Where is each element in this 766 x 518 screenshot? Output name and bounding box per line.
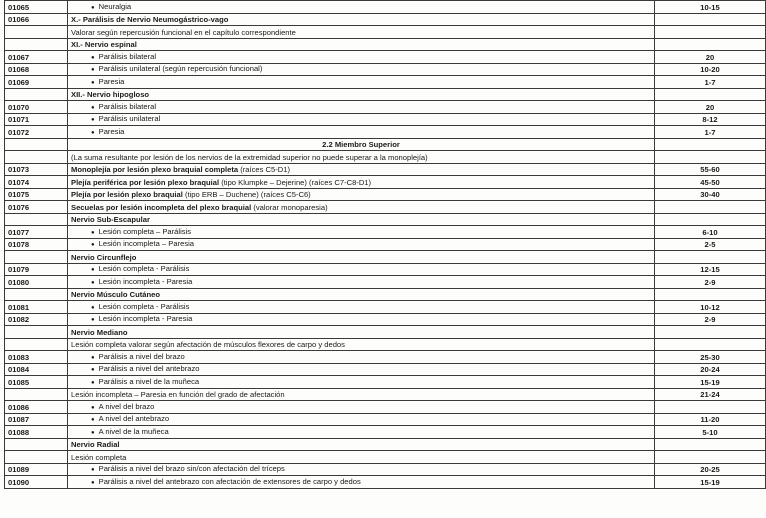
table-row — [5, 51, 766, 64]
table-row — [5, 276, 766, 289]
row-heading: XII.- Nervio hipogloso — [71, 90, 150, 99]
bullet-icon: ● — [91, 429, 95, 436]
row-note: Lesión incompleta – Paresia en función del grado de afectación — [71, 390, 285, 399]
bullet-icon: ● — [91, 229, 95, 236]
points-value: 21-24 — [700, 390, 720, 399]
row-text: A nivel del antebrazo — [98, 414, 170, 423]
table-row — [5, 13, 766, 26]
bullet-icon: ● — [91, 417, 95, 423]
table-row — [5, 438, 766, 451]
table-row — [5, 76, 766, 89]
row-description — [68, 1, 655, 14]
row-description — [68, 463, 655, 476]
row-description — [68, 401, 655, 414]
row-note: Lesión completa valorar según afectación de músculos flexores de carpo y dedos — [71, 340, 345, 349]
row-points — [655, 88, 766, 101]
row-code — [5, 213, 68, 226]
points-value: 10-15 — [700, 2, 720, 12]
row-code: 01066 — [5, 13, 68, 26]
row-points — [655, 63, 766, 76]
points-value: 20 — [705, 52, 715, 62]
points-value: 12-15 — [700, 265, 720, 274]
row-description — [68, 376, 655, 389]
row-description — [68, 388, 655, 401]
bullet-icon: ● — [91, 67, 95, 73]
points-value: 15-19 — [700, 477, 720, 487]
row-points — [655, 213, 766, 226]
row-text: Paresia — [98, 76, 125, 86]
bullet-icon: ● — [91, 79, 95, 86]
row-text: Parálisis a nivel del antebrazo con afectación de extensores de carpo y dedos — [98, 476, 361, 486]
row-code: 01082 — [5, 313, 68, 326]
table-row — [5, 401, 766, 414]
row-points — [655, 51, 766, 64]
row-code: 01069 — [5, 76, 68, 89]
row-heading: X.- Parálisis de Nervio Neumogástrico-vago — [71, 15, 229, 24]
row-description — [68, 226, 655, 239]
row-code: 01079 — [5, 263, 68, 276]
row-code: 01072 — [5, 126, 68, 139]
row-description — [68, 301, 655, 314]
table-row — [5, 338, 766, 351]
points-value: 11-20 — [700, 415, 720, 424]
table-row — [5, 238, 766, 251]
row-points — [655, 13, 766, 26]
row-code — [5, 88, 68, 101]
row-text: Lesión completa – Parálisis — [98, 226, 192, 236]
table-row — [5, 288, 766, 301]
row-text: Parálisis unilateral (según repercusión funcional) — [98, 64, 263, 73]
points-value: 5-10 — [702, 427, 718, 437]
row-code: 01074 — [5, 176, 68, 189]
points-value: 1-7 — [704, 77, 716, 87]
row-bold-text: Monoplejía por lesión plexo braquial completa — [71, 165, 239, 174]
bullet-icon: ● — [91, 104, 95, 111]
row-description — [68, 113, 655, 126]
row-code — [5, 251, 68, 264]
row-description — [68, 213, 655, 226]
row-description — [68, 326, 655, 339]
row-code: 01070 — [5, 101, 68, 114]
disability-rating-table — [4, 0, 766, 489]
points-value: 2-5 — [704, 240, 716, 249]
bullet-icon: ● — [91, 4, 95, 11]
points-value: 2-9 — [704, 315, 716, 324]
bullet-icon: ● — [91, 129, 95, 136]
row-code — [5, 451, 68, 464]
row-points — [655, 201, 766, 214]
row-code: 01089 — [5, 463, 68, 476]
row-text: A nivel de la muñeca — [98, 426, 169, 436]
row-text: Parálisis a nivel de la muñeca — [98, 376, 200, 386]
row-description — [68, 188, 655, 201]
row-text: Lesión incompleta - Paresia — [98, 314, 193, 323]
row-heading: Nervio Sub-Escapular — [71, 215, 150, 224]
bullet-icon: ● — [91, 379, 95, 386]
row-text: Lesión incompleta - Paresia — [98, 276, 193, 286]
row-description — [68, 238, 655, 251]
table-row — [5, 426, 766, 439]
row-text: Neuralgia — [98, 1, 132, 11]
row-heading: Nervio Mediano — [71, 327, 128, 337]
row-heading: Nervio Circunflejo — [71, 252, 137, 262]
row-code: 01067 — [5, 51, 68, 64]
row-code — [5, 438, 68, 451]
row-points — [655, 138, 766, 151]
table-row — [5, 388, 766, 401]
row-points — [655, 38, 766, 51]
row-note: Valorar según repercusión funcional en el capítulo correspondiente — [71, 27, 296, 37]
bullet-icon: ● — [91, 54, 95, 61]
table-row — [5, 263, 766, 276]
table-row — [5, 326, 766, 339]
row-points — [655, 1, 766, 14]
table-row — [5, 251, 766, 264]
points-value: 8-12 — [702, 115, 718, 124]
row-text: Lesión completa - Parálisis — [98, 301, 190, 311]
row-description — [68, 351, 655, 364]
table-row — [5, 451, 766, 464]
row-description — [68, 313, 655, 326]
row-points — [655, 276, 766, 289]
row-heading: XI.- Nervio espinal — [71, 40, 137, 49]
row-detail-text: (valorar monoparesia) — [251, 202, 328, 212]
row-points — [655, 338, 766, 351]
row-text: Paresia — [98, 126, 125, 136]
table-row — [5, 138, 766, 151]
bullet-icon: ● — [91, 117, 95, 123]
row-detail-text: (tipo Klumpke – Dejerine) (raíces C7-C8-D1) — [219, 177, 372, 187]
row-points — [655, 151, 766, 164]
table-row — [5, 301, 766, 314]
row-code: 01083 — [5, 351, 68, 364]
table-row — [5, 151, 766, 164]
points-value: 55-60 — [700, 165, 720, 174]
points-value: 20-25 — [700, 465, 720, 474]
row-points — [655, 113, 766, 126]
bullet-icon: ● — [91, 404, 95, 411]
table-row — [5, 88, 766, 101]
row-code — [5, 326, 68, 339]
row-points — [655, 376, 766, 389]
row-text: Lesión completa - Parálisis — [98, 264, 190, 273]
row-code: 01090 — [5, 476, 68, 489]
points-value: 45-50 — [700, 177, 720, 187]
points-value: 10-12 — [700, 302, 720, 312]
points-value: 2-9 — [704, 277, 716, 287]
row-description — [68, 176, 655, 189]
row-description — [68, 338, 655, 351]
row-points — [655, 388, 766, 401]
bullet-icon: ● — [91, 317, 95, 323]
row-description — [68, 76, 655, 89]
bullet-icon: ● — [91, 367, 95, 373]
row-description — [68, 476, 655, 489]
table-row — [5, 313, 766, 326]
points-value: 20 — [705, 102, 715, 112]
row-bold-text: Secuelas por lesión incompleta del plexo braquial — [71, 202, 252, 212]
row-description — [68, 88, 655, 101]
row-points — [655, 238, 766, 251]
table-row — [5, 213, 766, 226]
row-code — [5, 151, 68, 164]
row-bold-text: Plejía por lesión plexo braquial — [71, 190, 183, 199]
points-value: 25-30 — [700, 352, 720, 362]
row-points — [655, 351, 766, 364]
row-code — [5, 26, 68, 39]
table-row — [5, 363, 766, 376]
row-description — [68, 126, 655, 139]
bullet-icon: ● — [91, 279, 95, 286]
row-points — [655, 413, 766, 426]
row-code: 01087 — [5, 413, 68, 426]
row-description — [68, 201, 655, 214]
row-description — [68, 276, 655, 289]
row-code — [5, 338, 68, 351]
row-points — [655, 313, 766, 326]
row-points — [655, 176, 766, 189]
row-note: (La suma resultante por lesión de los nervios de la extremidad superior no puede superar a la monoplejía) — [71, 152, 428, 162]
row-points — [655, 163, 766, 176]
row-code — [5, 38, 68, 51]
row-description — [68, 101, 655, 114]
row-points — [655, 76, 766, 89]
row-text: Parálisis a nivel del brazo — [98, 351, 185, 361]
table-row — [5, 176, 766, 189]
row-code: 01077 — [5, 226, 68, 239]
row-code — [5, 288, 68, 301]
table-row — [5, 463, 766, 476]
table-row — [5, 226, 766, 239]
row-code: 01065 — [5, 1, 68, 14]
row-points — [655, 263, 766, 276]
table-row — [5, 126, 766, 139]
row-description — [68, 451, 655, 464]
row-text: Lesión incompleta – Paresia — [98, 239, 195, 248]
row-points — [655, 251, 766, 264]
table-body — [5, 1, 766, 489]
row-description — [68, 13, 655, 26]
row-description — [68, 263, 655, 276]
row-code — [5, 388, 68, 401]
row-points — [655, 301, 766, 314]
points-value: 10-20 — [700, 65, 720, 74]
row-text: Parálisis bilateral — [98, 101, 157, 111]
row-text: Parálisis unilateral — [98, 114, 161, 123]
row-points — [655, 401, 766, 414]
row-points — [655, 476, 766, 489]
row-points — [655, 438, 766, 451]
table-row — [5, 1, 766, 14]
row-description — [68, 363, 655, 376]
table-row — [5, 163, 766, 176]
row-note: Lesión completa — [71, 452, 127, 462]
row-description — [68, 138, 655, 151]
row-code: 01075 — [5, 188, 68, 201]
row-description — [68, 38, 655, 51]
row-description — [68, 251, 655, 264]
row-code: 01084 — [5, 363, 68, 376]
row-points — [655, 188, 766, 201]
points-value: 15-19 — [700, 377, 720, 387]
table-row — [5, 351, 766, 364]
row-points — [655, 463, 766, 476]
points-value: 6-10 — [702, 227, 718, 237]
row-points — [655, 451, 766, 464]
row-points — [655, 288, 766, 301]
row-code — [5, 138, 68, 151]
row-points — [655, 26, 766, 39]
row-description — [68, 163, 655, 176]
row-code: 01081 — [5, 301, 68, 314]
row-points — [655, 326, 766, 339]
row-code: 01076 — [5, 201, 68, 214]
row-points — [655, 126, 766, 139]
row-description — [68, 438, 655, 451]
table-row — [5, 63, 766, 76]
row-text: Parálisis a nivel del antebrazo — [98, 364, 200, 373]
bullet-icon: ● — [91, 467, 95, 473]
table-row — [5, 201, 766, 214]
table-row — [5, 188, 766, 201]
table-row — [5, 113, 766, 126]
row-text: Parálisis bilateral — [98, 51, 157, 61]
row-description — [68, 413, 655, 426]
table-row — [5, 376, 766, 389]
row-detail-text: (tipo ERB – Duchene) (raíces C5-C6) — [182, 190, 311, 199]
row-heading: Nervio Músculo Cutáneo — [71, 290, 161, 299]
row-code: 01071 — [5, 113, 68, 126]
bullet-icon: ● — [91, 304, 95, 311]
row-points — [655, 101, 766, 114]
table-row — [5, 26, 766, 39]
section-title: 2.2 Miembro Superior — [322, 140, 400, 149]
row-code: 01086 — [5, 401, 68, 414]
bullet-icon: ● — [91, 267, 95, 273]
bullet-icon: ● — [91, 479, 95, 486]
row-code: 01078 — [5, 238, 68, 251]
table-row — [5, 101, 766, 114]
row-heading: Nervio Radial — [71, 440, 120, 449]
row-description — [68, 426, 655, 439]
points-value: 20-24 — [700, 365, 720, 374]
row-description — [68, 288, 655, 301]
row-code: 01088 — [5, 426, 68, 439]
row-points — [655, 363, 766, 376]
row-points — [655, 426, 766, 439]
points-value: 30-40 — [700, 190, 720, 199]
row-code: 01073 — [5, 163, 68, 176]
row-bold-text: Plejía periférica por lesión plexo braquial — [71, 177, 220, 187]
row-text: Parálisis a nivel del brazo sin/con afectación del tríceps — [98, 464, 285, 473]
points-value: 1-7 — [704, 127, 716, 137]
row-description — [68, 51, 655, 64]
row-text: A nivel del brazo — [98, 401, 155, 411]
bullet-icon: ● — [91, 242, 95, 248]
row-description — [68, 26, 655, 39]
table-row — [5, 38, 766, 51]
table-row — [5, 476, 766, 489]
row-code: 01080 — [5, 276, 68, 289]
row-code: 01068 — [5, 63, 68, 76]
bullet-icon: ● — [91, 354, 95, 361]
row-description — [68, 151, 655, 164]
row-description — [68, 63, 655, 76]
row-points — [655, 226, 766, 239]
row-code: 01085 — [5, 376, 68, 389]
row-detail-text: (raíces C5-D1) — [238, 165, 290, 174]
table-row — [5, 413, 766, 426]
